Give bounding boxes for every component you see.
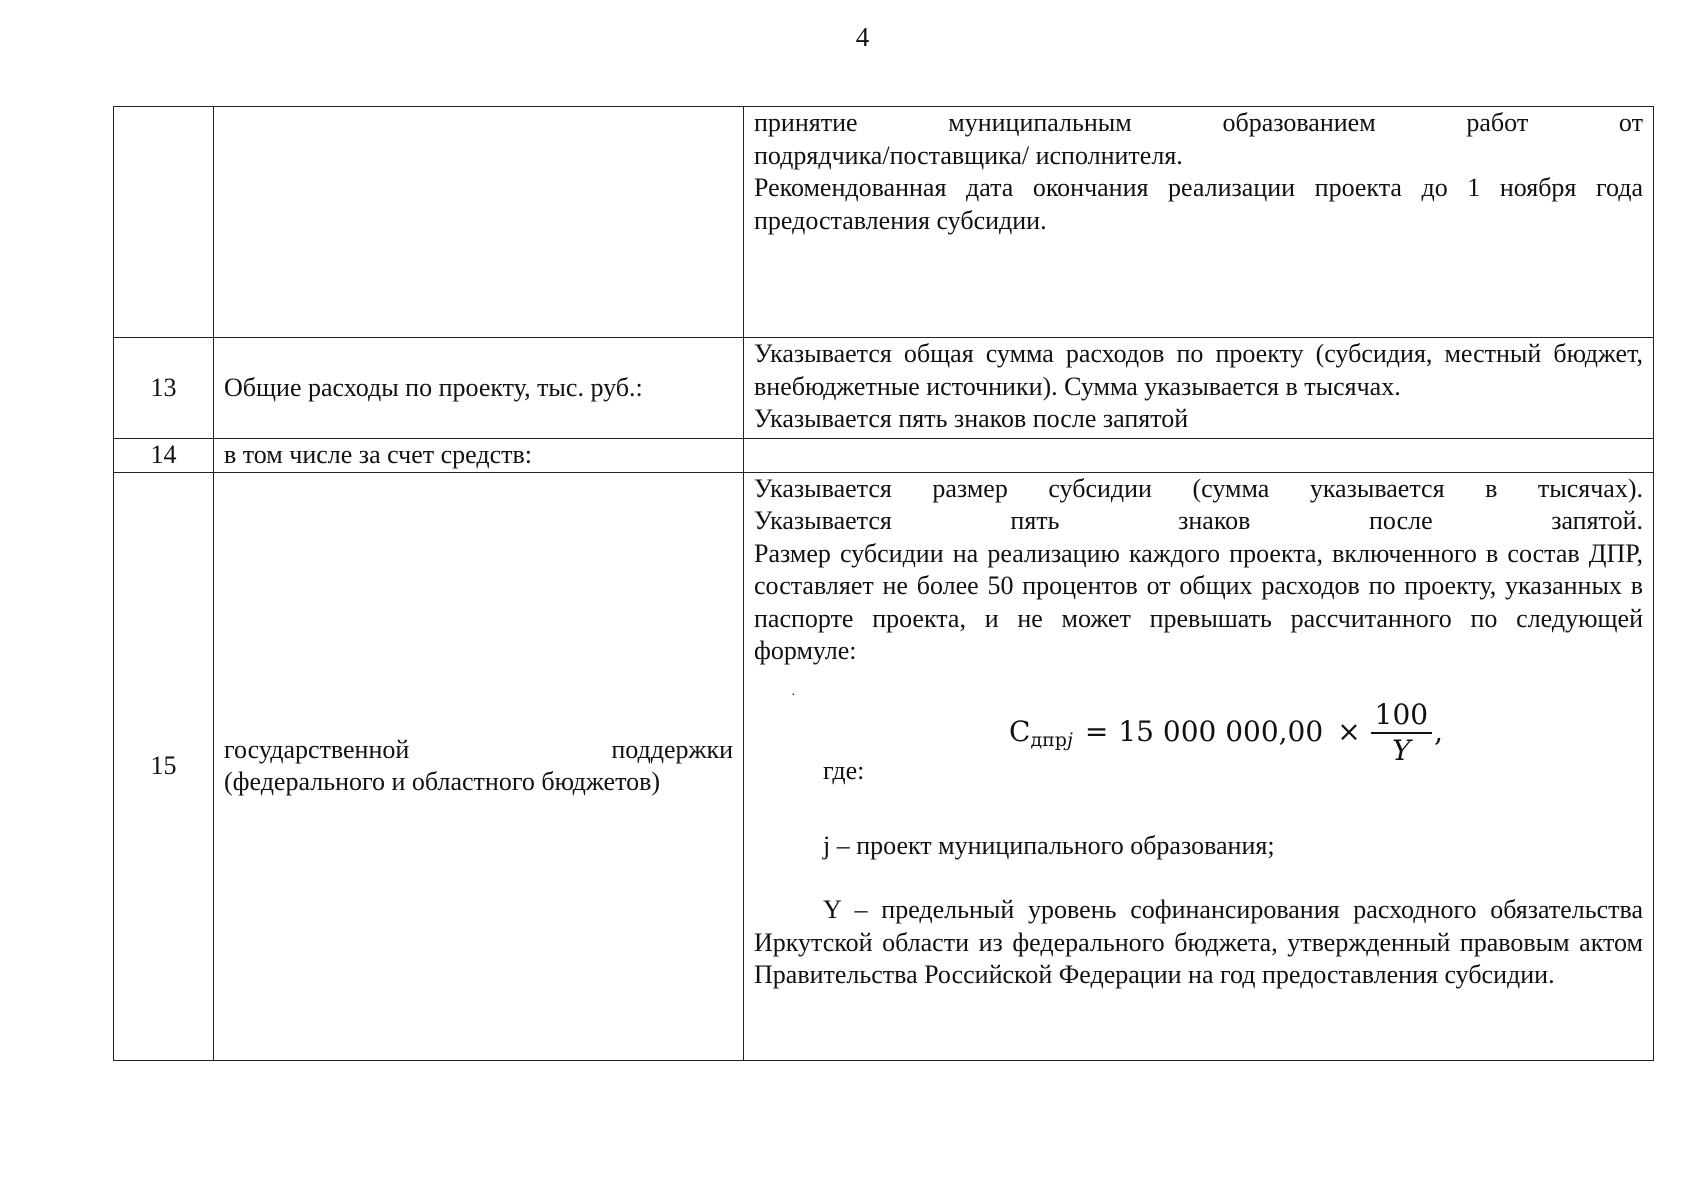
- formula-amount: 15 000 000,00: [1118, 715, 1324, 749]
- formula-fraction: [1371, 697, 1432, 767]
- description-line: Указывается пять знаков после запятой.: [754, 506, 1643, 535]
- definition-y: Y – предельный уровень софинансирования расходного обязательства Иркутской области из федерального бюджета, утвержденный правовым актом Правительства Российской Федерации на год предоставления субсидии.: [754, 895, 1643, 989]
- table-row-14: [114, 439, 1654, 473]
- formula-denominator: Y: [1392, 733, 1411, 767]
- word: государственной: [224, 734, 410, 764]
- row-name: в том числе за счет средств:: [214, 439, 744, 473]
- formula-block: [754, 680, 1643, 798]
- word: поддержки: [611, 734, 733, 764]
- stray-dot-mark: ·: [791, 687, 796, 703]
- description-line: Указывается размер субсидии (сумма указывается в тысячах).: [754, 473, 1643, 503]
- formula-tail: ,: [1434, 715, 1444, 749]
- row-number: 15: [114, 472, 214, 1060]
- table-row-continuation: [114, 107, 1654, 338]
- formula-times: ×: [1337, 715, 1361, 749]
- definition-j: j – проект муниципального образования;: [823, 830, 1275, 860]
- description-paragraph: Указывается пять знаков после запятой: [754, 404, 1189, 433]
- row-description-cell: [744, 338, 1654, 439]
- row-name: Общие расходы по проекту, тыс. руб.:: [214, 338, 744, 439]
- word: муниципальным: [948, 108, 1132, 137]
- description-paragraph: Рекомендованная дата окончания реализации проекта до 1 ноября года предоставления субсидии.: [754, 173, 1643, 235]
- formula-lhs-subscript: дпр: [1030, 729, 1067, 752]
- formula-lhs-subscript-j: j: [1066, 729, 1073, 752]
- formula-equals: =: [1084, 715, 1109, 749]
- description-paragraph: Указывается общая сумма расходов по проекту (субсидия, местный бюджет, внебюджетные источники). Сумма указывается в тысячах.: [754, 339, 1643, 401]
- word: образованием: [1222, 108, 1376, 137]
- description-paragraph: Размер субсидии на реализацию каждого проекта, включенного в состав ДПР, составляет не более 50 процентов от общих расходов по проекту, указанных в паспорте проекта, и не может превышать рассчитанного по следующей формуле:: [754, 538, 1643, 665]
- row-number: 13: [114, 338, 214, 439]
- row-name-cell: [214, 472, 744, 1060]
- formula-lhs-letter: C: [1009, 715, 1031, 749]
- formula-where-label: где:: [823, 755, 865, 785]
- table-row-13: [114, 338, 1654, 439]
- page-number: 4: [855, 22, 870, 52]
- row-description-cell: [744, 472, 1654, 1060]
- row-description-cell: [744, 107, 1654, 338]
- project-passport-table: [113, 106, 1654, 1061]
- row-name-line: (федерального и областного бюджетов): [224, 767, 661, 796]
- row-name-line: [224, 734, 733, 767]
- row-number: 14: [114, 439, 214, 473]
- row-name-cell-empty: [214, 107, 744, 338]
- description-line: подрядчика/поставщика/ исполнителя.: [754, 140, 1183, 170]
- row-description-cell-empty: [744, 439, 1654, 473]
- word: от: [1618, 108, 1643, 137]
- formula-numerator: 100: [1371, 700, 1432, 734]
- word: работ: [1466, 108, 1529, 137]
- row-number-cell-empty: [114, 107, 214, 338]
- word: принятие: [754, 108, 858, 137]
- subsidy-formula: [1009, 697, 1444, 767]
- table-row-15: [114, 472, 1654, 1060]
- description-line: [754, 107, 1643, 140]
